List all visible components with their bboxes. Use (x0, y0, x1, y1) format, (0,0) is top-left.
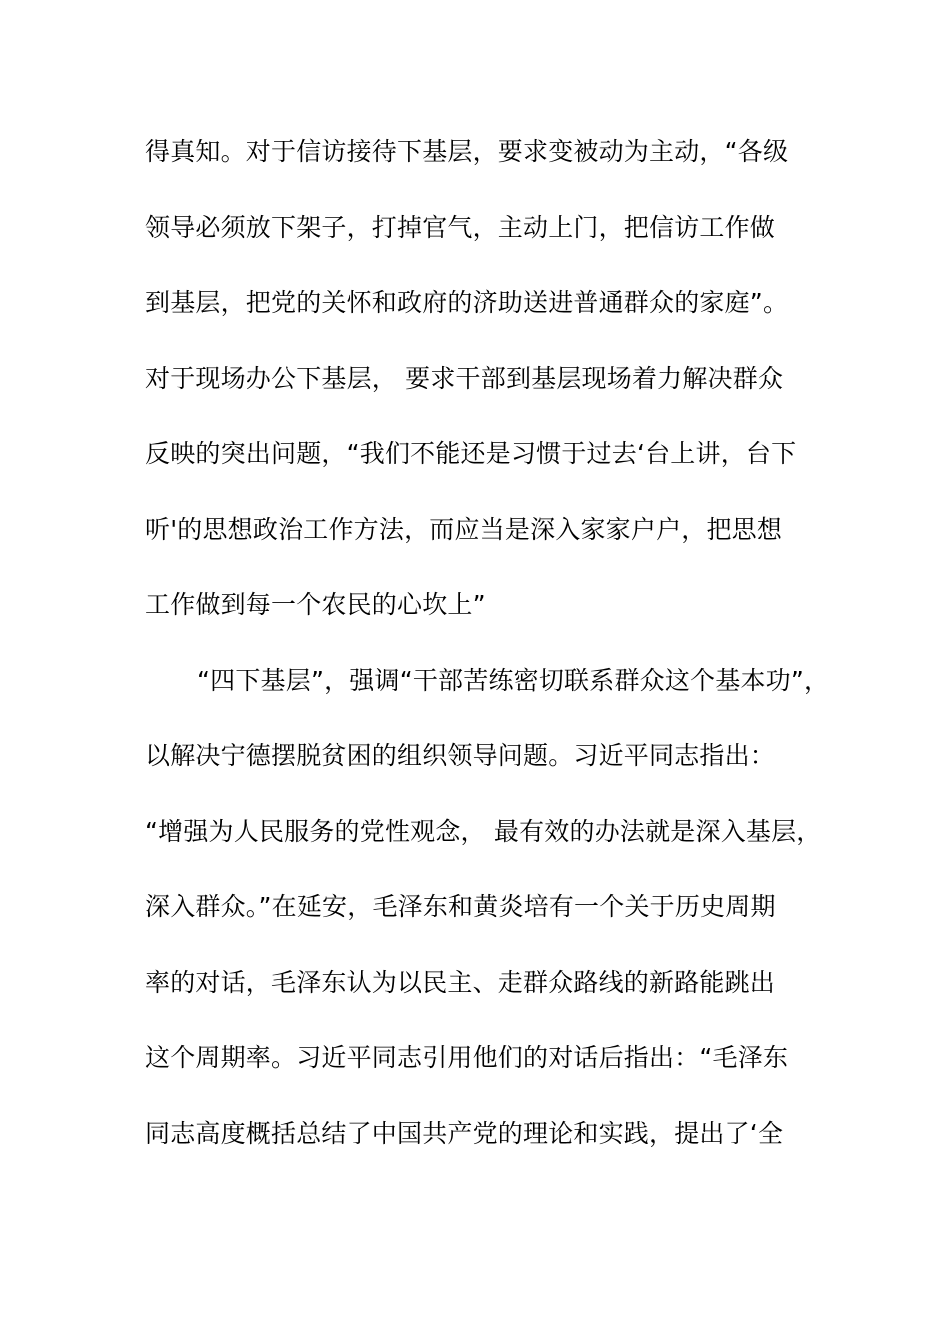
text-line: 同志高度概括总结了中国共产党的理论和实践，提出了‘全 (145, 1118, 784, 1148)
text-line: 这个周期率。习近平同志引用他们的对话后指出：“毛泽东 (145, 1043, 789, 1072)
text-line: 工作做到每一个农民的心坎上” (145, 590, 486, 619)
paragraph-start-line: “四下基层”，强调“干部苦练密切联系群众这个基本功”， (197, 665, 830, 695)
text-line: 对于现场办公下基层， 要求干部到基层现场着力解决群众 (145, 363, 784, 393)
text-line: “增强为人民服务的党性观念， 最有效的办法就是深入基层， (145, 816, 822, 846)
text-line: 得真知。对于信访接待下基层，要求变被动为主动，“各级 (145, 137, 789, 166)
text-line: 听'的思想政治工作方法，而应当是深入家家户户，把思想 (145, 514, 783, 544)
text-line: 以解决宁德摆脱贫困的组织领导问题。习近平同志指出： (145, 741, 776, 770)
text-line: 反映的突出问题，“我们不能还是习惯于过去‘台上讲，台下 (145, 439, 797, 468)
text-line: 深入群众。”在延安，毛泽东和黄炎培有一个关于历史周期 (145, 892, 776, 921)
body-text (145, 126, 835, 1183)
text-line: 率的对话，毛泽东认为以民主、走群众路线的新路能跳出 (145, 967, 776, 997)
text-line: 领导必须放下架子，打掉官气，主动上门，把信访工作做 (145, 212, 776, 242)
text-line: 到基层，把党的关怀和政府的济助送进普通群众的家庭”。 (145, 288, 789, 317)
